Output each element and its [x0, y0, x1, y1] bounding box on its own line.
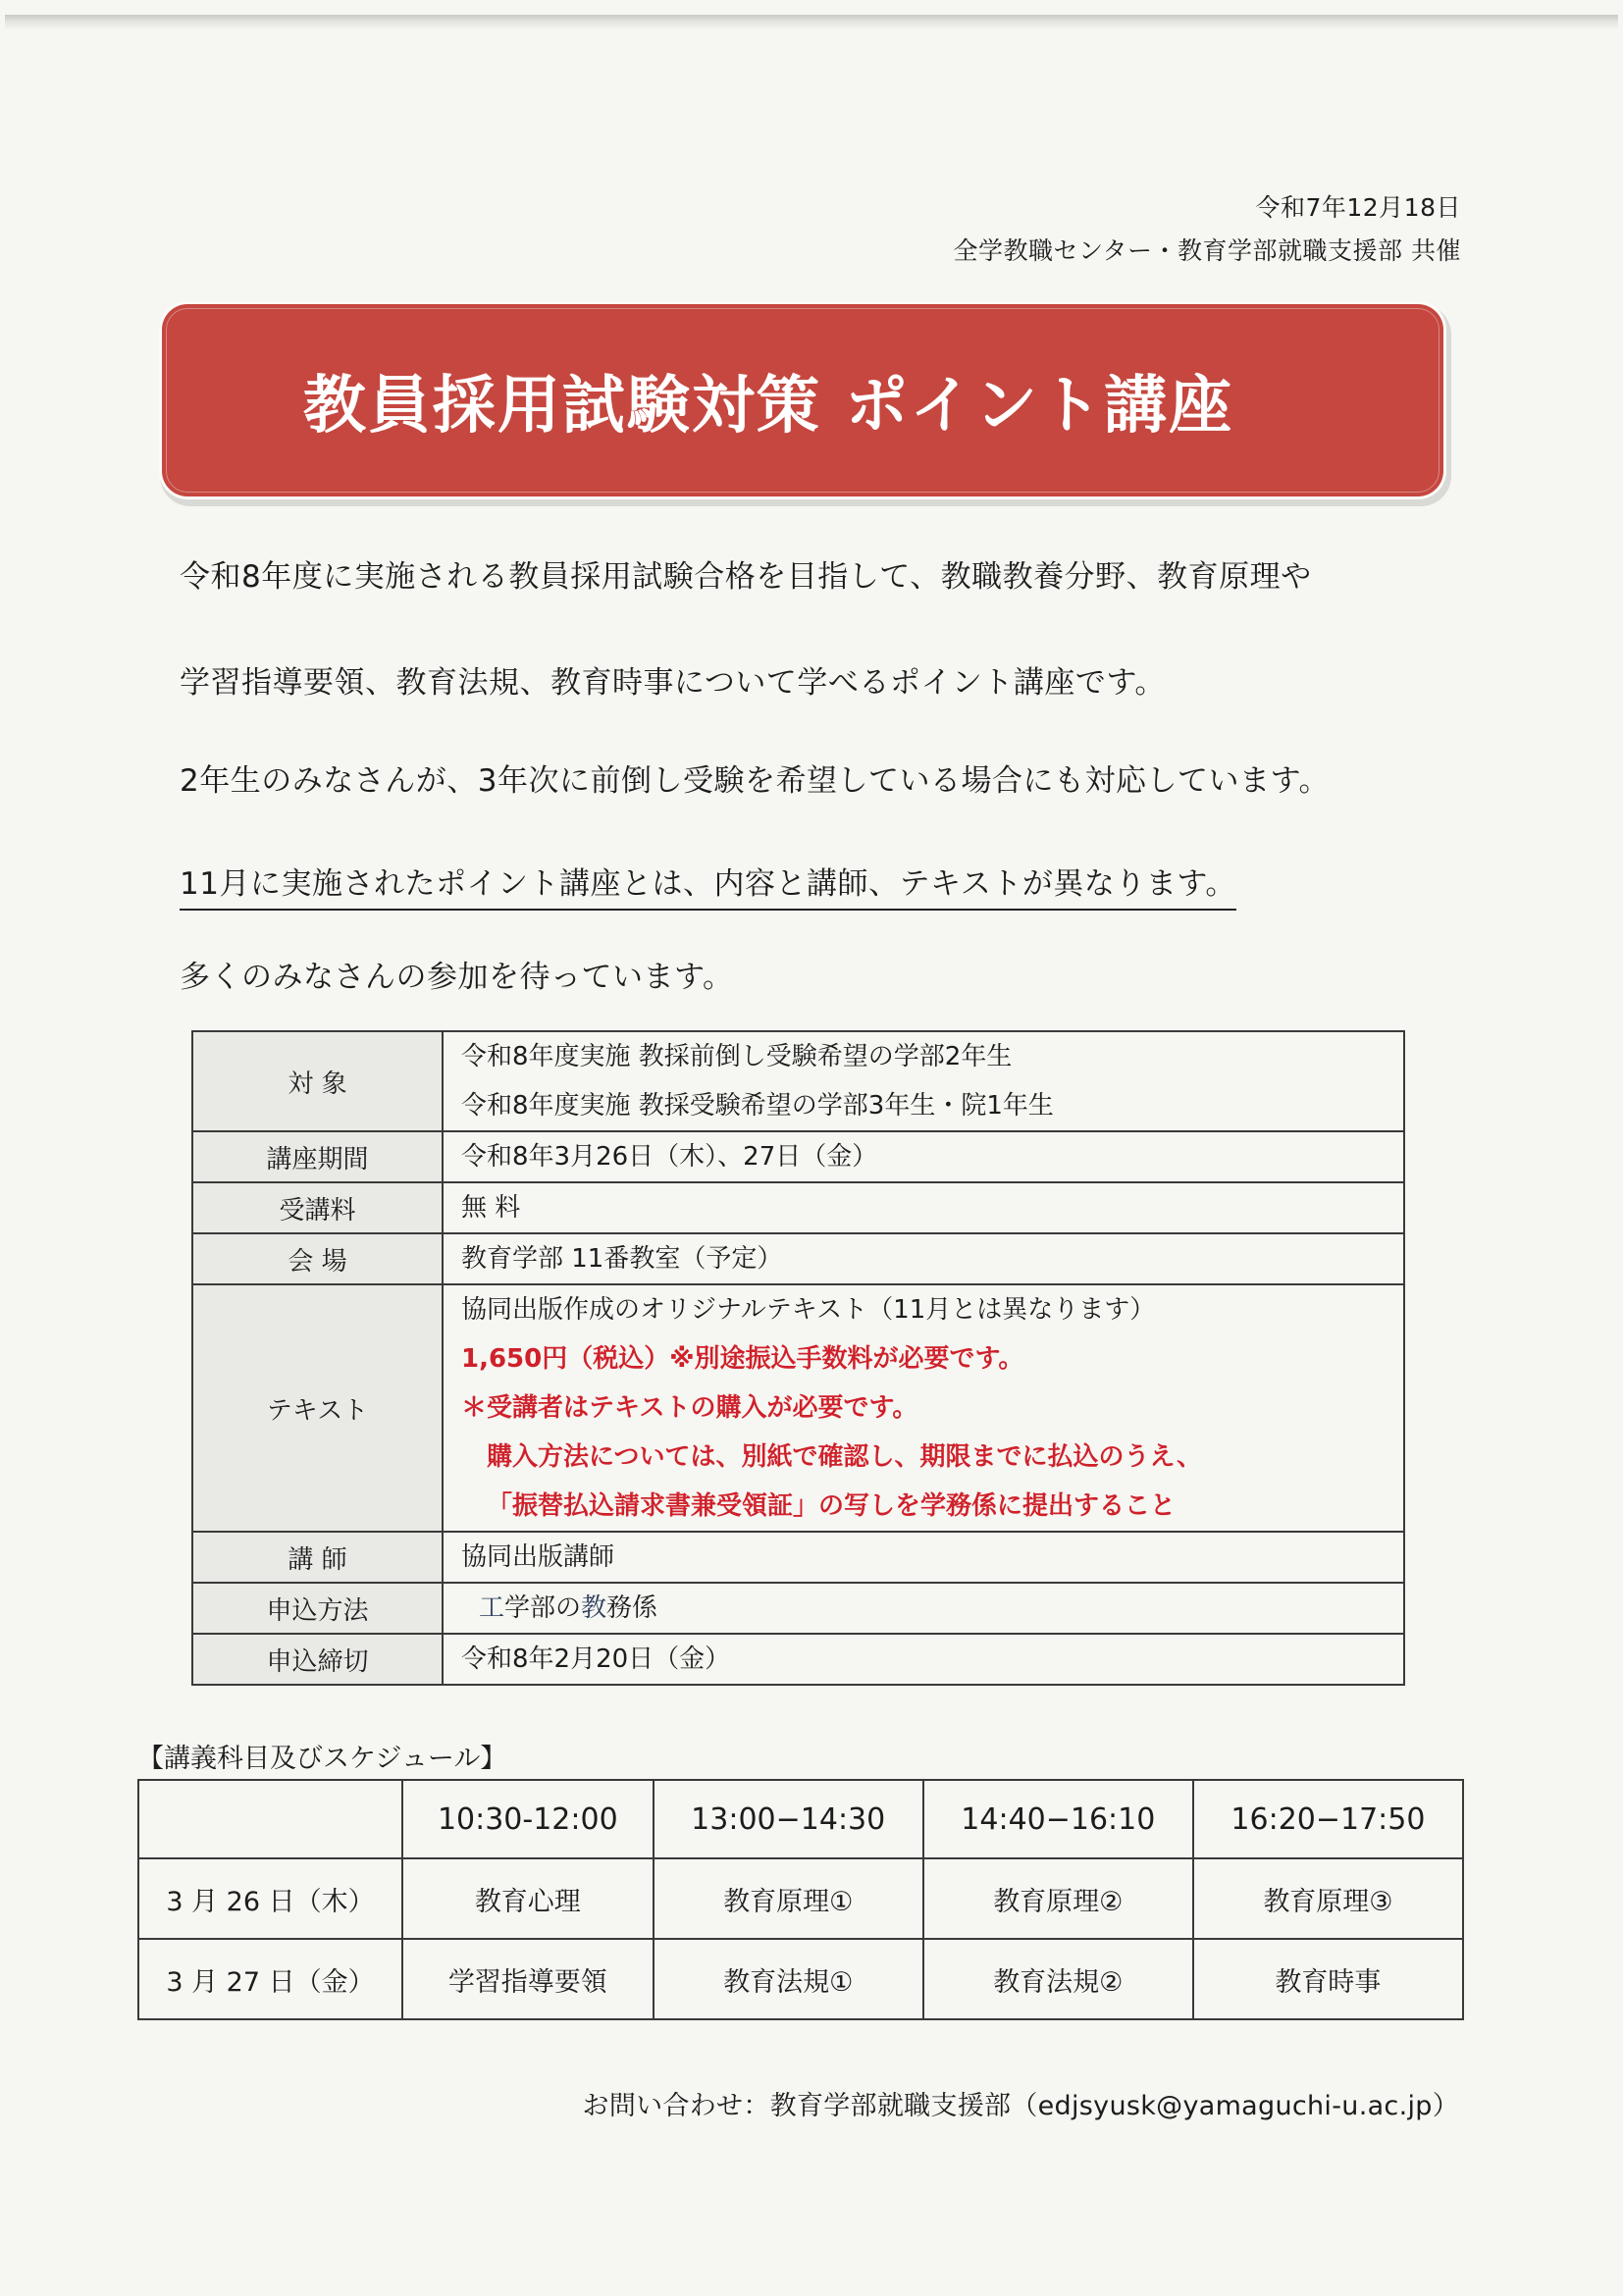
value-fee: 無 料	[443, 1182, 1404, 1233]
schedule-row-day2	[138, 1939, 1463, 2019]
value-text	[443, 1284, 1404, 1532]
value-venue: 教育学部 11番教室（予定）	[443, 1233, 1404, 1284]
label-venue: 会 場	[192, 1233, 443, 1284]
apply-method-rest: 務係	[606, 1593, 658, 1623]
value-apply-method	[443, 1583, 1404, 1634]
schedule-header-row	[138, 1780, 1463, 1858]
cohost-line: 全学教職センター・教育学部就職支援部 共催	[953, 236, 1461, 265]
issue-date: 令和7年12月18日	[1255, 193, 1461, 222]
text-description: 協同出版作成のオリジナルテキスト（11月とは異なります）	[461, 1295, 1156, 1325]
label-target: 対 象	[192, 1031, 443, 1131]
text-purchase-method-1: 購入方法については、別紙で確認し、期限までに払込のうえ、	[487, 1442, 1203, 1472]
text-price: 1,650円（税込）※別途振込手数料が必要です。	[461, 1344, 1024, 1374]
row-fee	[192, 1182, 1404, 1233]
apply-method-mid: 学部の	[504, 1593, 582, 1623]
label-lecturer: 講 師	[192, 1532, 443, 1583]
label-apply-method: 申込方法	[192, 1583, 443, 1634]
time-slot-2: 13:00−14:30	[654, 1780, 923, 1858]
target-line-2: 令和8年度実施 教採受験希望の学部3年生・院1年生	[461, 1091, 1054, 1121]
intro-line-3: 2年生のみなさんが、3年次に前倒し受験を希望している場合にも対応しています。	[180, 763, 1330, 799]
label-period: 講座期間	[192, 1131, 443, 1182]
day2-date: 3 月 27 日（金）	[138, 1939, 402, 2019]
page-title: 教員採用試験対策 ポイント講座	[302, 370, 1234, 443]
time-slot-3: 14:40−16:10	[923, 1780, 1193, 1858]
row-deadline	[192, 1634, 1404, 1685]
day2-subject-3: 教育法規②	[923, 1939, 1193, 2019]
row-apply-method	[192, 1583, 1404, 1634]
course-info-table	[191, 1030, 1405, 1686]
label-fee: 受講料	[192, 1182, 443, 1233]
intro-line-2: 学習指導要領、教育法規、教育時事について学べるポイント講座です。	[180, 665, 1166, 701]
contact-info: お問い合わせ：教育学部就職支援部（edjsyusk@yamaguchi-u.ac.jp）	[582, 2091, 1459, 2121]
handwritten-correction-2: 教	[581, 1593, 607, 1623]
day1-subject-3: 教育原理②	[923, 1858, 1193, 1939]
time-slot-1: 10:30-12:00	[402, 1780, 654, 1858]
day1-subject-2: 教育原理①	[654, 1858, 923, 1939]
day1-subject-4: 教育原理③	[1193, 1858, 1463, 1939]
row-venue	[192, 1233, 1404, 1284]
text-required-note: ＊受講者はテキストの購入が必要です。	[461, 1393, 918, 1423]
day1-date: 3 月 26 日（木）	[138, 1858, 402, 1939]
time-slot-4: 16:20−17:50	[1193, 1780, 1463, 1858]
schedule-heading: 【講義科目及びスケジュール】	[137, 1744, 507, 1774]
row-text	[192, 1284, 1404, 1532]
row-period	[192, 1131, 1404, 1182]
row-target	[192, 1031, 1404, 1131]
text-purchase-method-2: 「振替払込請求書兼受領証」の写しを学務係に提出すること	[487, 1491, 1177, 1521]
label-deadline: 申込締切	[192, 1634, 443, 1685]
schedule-corner-cell	[138, 1780, 402, 1858]
intro-line-5: 多くのみなさんの参加を待っています。	[180, 960, 734, 995]
day1-subject-1: 教育心理	[402, 1858, 654, 1939]
scan-page-edge	[5, 15, 1618, 28]
value-period: 令和8年3月26日（木）、27日（金）	[443, 1131, 1404, 1182]
title-banner	[162, 304, 1443, 496]
value-deadline: 令和8年2月20日（金）	[443, 1634, 1404, 1685]
handwritten-correction-1: 工	[479, 1593, 505, 1623]
day2-subject-2: 教育法規①	[654, 1939, 923, 2019]
day2-subject-1: 学習指導要領	[402, 1939, 654, 2019]
schedule-table	[137, 1779, 1464, 2020]
label-text: テキスト	[192, 1284, 443, 1532]
intro-line-4-underlined: 11月に実施されたポイント講座とは、内容と講師、テキストが異なります。	[180, 859, 1236, 911]
row-lecturer	[192, 1532, 1404, 1583]
value-lecturer: 協同出版講師	[443, 1532, 1404, 1583]
intro-line-1: 令和8年度に実施される教員採用試験合格を目指して、教職教養分野、教育原理や	[180, 559, 1312, 595]
value-target	[443, 1031, 1404, 1131]
target-line-1: 令和8年度実施 教採前倒し受験希望の学部2年生	[461, 1042, 1013, 1071]
day2-subject-4: 教育時事	[1193, 1939, 1463, 2019]
schedule-row-day1	[138, 1858, 1463, 1939]
